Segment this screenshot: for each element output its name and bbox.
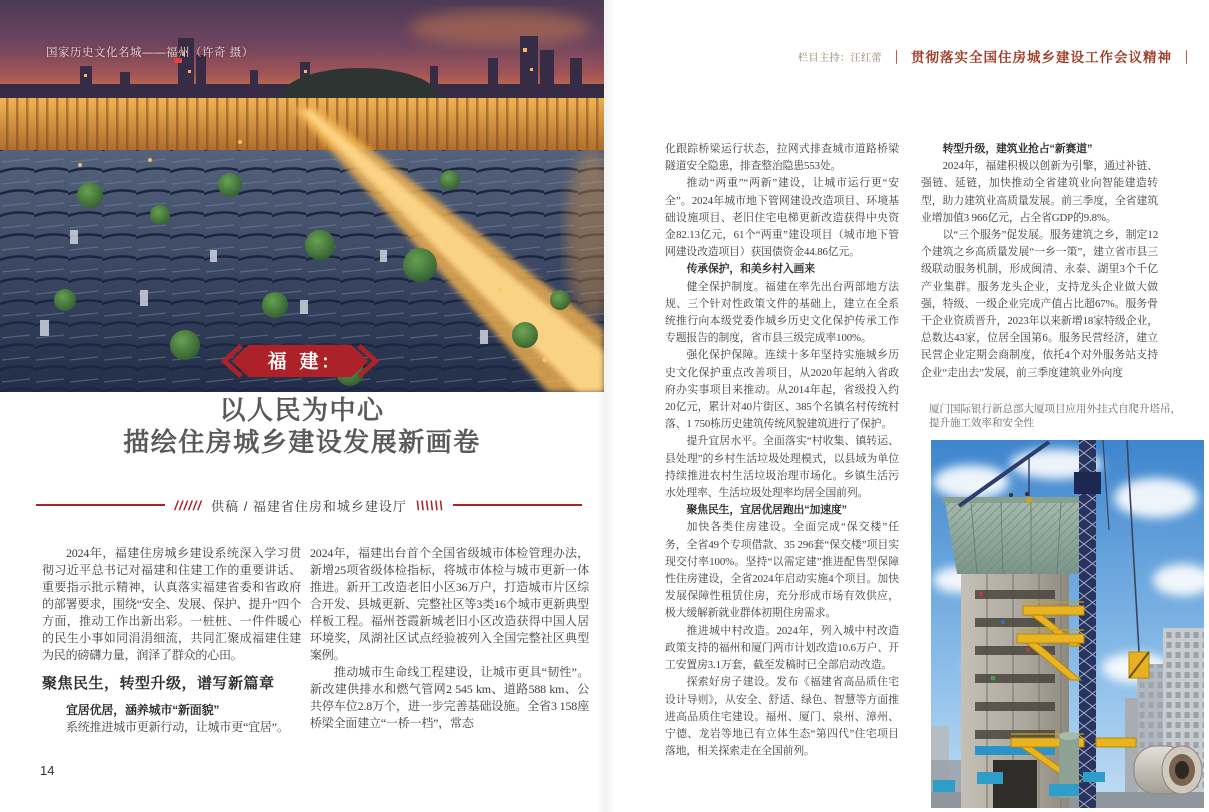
construction-photo bbox=[931, 440, 1204, 808]
title-line-1: 以人民为中心 bbox=[219, 395, 385, 425]
hero-photo-fuzhou-dusk bbox=[0, 0, 604, 392]
byline-slashes-left-icon: ////// bbox=[174, 497, 203, 513]
sub-heading: 聚焦民生，宜居优居跑出“加速度” bbox=[686, 504, 847, 517]
body-paragraph: 系统推进城市更新行动，让城市更“宜居”。 bbox=[66, 720, 289, 734]
body-paragraph: 提升宜居水平。全面落实“村收集、镇转运、县处理”的乡村生活垃圾处理模式，以县域为单位持续推进农村生活垃圾治理市场化。乡镇生活污水处理率、生活垃圾处理率均居全国前列。 bbox=[665, 435, 899, 500]
byline-rule-right bbox=[453, 504, 582, 505]
right-page-column-2 bbox=[921, 141, 1158, 382]
body-paragraph: 以“三个服务”促发展。服务建筑之乡，制定12个建筑之乡高质量发展“一乡一策”，建立省市县三级联动服务机制，形成闽清、永泰、湖里3个千亿产业集群。服务龙头企业，支持龙头企业做大做强，特级、一级企业完成产值占比超67%。服务骨干企业资质晋升，2023年以来新增18家特级企业，总数达43家，位居全国第6。服务民营经济，建立民营企业定期会商制度，依托4个对外服务站支持企业“走出去”发展，前三季度建筑业外向度 bbox=[921, 229, 1158, 379]
column-topic: 贯彻落实全国住房城乡建设工作会议精神 bbox=[910, 50, 1172, 65]
body-paragraph-continuation: 化跟踪桥梁运行状态，拉网式排查城市道路桥梁隧道安全隐患，排查整治隐患553处。 bbox=[665, 143, 899, 173]
body-paragraph-continuation: 2024年，福建出台首个全国省级城市体检管理办法，新增25项省级体检指标，将城市体检与城市更新一体推进。新开工改造老旧小区36万户，打造城市片区综合开发、县城更新、完整社区等3类16个城市更新典型样板工程。福州苍霞新城老旧小区改造获得中国人居环境奖，凤湖社区试点经验被列入全国完整社区典型案例。 bbox=[310, 546, 589, 662]
body-paragraph: 加快各类住房建设。全面完成“保交楼”任务，全省49个专项借款、35 296套“保交楼”项目实现交付率100%。坚持“以需定建”推进配售型保障性住房建设，全省2024年启动实施4个项目。加快发展保障性租赁住房，充分形成市场有效供应，极大缓解新就业群体初期住房需求。 bbox=[665, 521, 899, 620]
column-header bbox=[798, 46, 1193, 66]
byline-rule-left bbox=[36, 504, 165, 505]
body-paragraph: 推进城中村改造。2024年，列入城中村改造政策支持的福州和厦门两市计划改造10.6万户、开工安置房3.1万套，截至发稿时已全部启动改造。 bbox=[665, 624, 899, 672]
byline-row bbox=[36, 496, 582, 514]
body-paragraph: 探索好房子建设。发布《福建省高品质住宅设计导则》，从安全、舒适、绿色、智慧等方面推进高品质住宅建设。福州、厦门、泉州、漳州、宁德、龙岩等地已有立体生态“第四代”住宅项目落地，相关探索走在全国前列。 bbox=[665, 676, 899, 758]
left-page-column-1 bbox=[42, 545, 301, 736]
body-paragraph: 强化保护保障。连续十多年坚持实施城乡历史文化保护重点改善项目，从2020年起纳入省政府办实事项目来推动。从2014年起，省级投入约20亿元，累计对40片街区、385个名镇名村传统村落、1 750栋历史建筑传统风貌建筑进行了保护。 bbox=[665, 349, 899, 431]
sub-heading: 宜居优居，涵养城市“新面貌” bbox=[66, 703, 220, 717]
title-line-2: 描绘住房城乡建设发展新画卷 bbox=[123, 427, 481, 457]
province-badge bbox=[212, 342, 388, 380]
body-paragraph: 2024年，福建住房城乡建设系统深入学习贯彻习近平总书记对福建和住建工作的重要讲话、重要指示批示精神，认真落实福建省委和省政府的部署要求，围绕“安全、发展、保护、提升”四个方面，推动工作出新出彩。一桩桩、一件件暖心的民生小事如同涓涓细流，共同汇聚成福建住建为民的磅礴力量，润泽了群众的心田。 bbox=[42, 546, 301, 662]
header-bar-right: ｜ bbox=[1179, 49, 1193, 65]
column-host-label: 栏目主持：汪红蕾 bbox=[797, 52, 882, 64]
page-number: 14 bbox=[40, 763, 55, 778]
sub-heading: 转型升级，建筑业抢占“新赛道” bbox=[942, 143, 1093, 155]
photo-caption-line-1: 厦门国际银行新总部大厦项目应用外挂式自爬升塔吊， bbox=[929, 403, 1181, 415]
sub-heading: 传承保护，和美乡村入画来 bbox=[686, 263, 815, 276]
badge-label: 福 建: bbox=[267, 351, 333, 373]
body-paragraph: 健全保护制度。福建在率先出台两部地方法规、三个针对性政策文件的基础上，建立在全系统推行向本级党委作城乡历史文化保护传承工作专题报告的制度，省市县三级完成率100%。 bbox=[665, 280, 899, 345]
section-heading: 聚焦民生，转型升级，谱写新篇章 bbox=[42, 675, 275, 692]
header-bar-left: ｜ bbox=[889, 49, 903, 65]
byline-slashes-right-icon: \\\\\\ bbox=[415, 497, 444, 513]
photo-caption-line-2: 提升施工效率和安全性 bbox=[929, 417, 1034, 429]
article-title bbox=[22, 394, 582, 458]
construction-photo-illustration bbox=[931, 440, 1204, 808]
body-paragraph: 2024年，福建积极以创新为引擎，通过补链、强链、延链，加快推动全省建筑业向智能建造转型，助力建筑业高质量发展。前三季度，全省建筑业增加值3 966亿元，占全省GDP的9.8%。 bbox=[921, 160, 1158, 224]
photo-credit: 国家历史文化名城——福州（许奇 摄） bbox=[46, 47, 254, 59]
photo-caption bbox=[929, 402, 1191, 430]
left-page-column-2 bbox=[310, 545, 589, 732]
byline-text: 供稿 / 福建省住房和城乡建设厅 bbox=[211, 498, 407, 514]
page-gutter bbox=[597, 0, 615, 812]
body-paragraph: 推动城市生命线工程建设，让城市更具“韧性”。新改建供排水和燃气管网2 545 km、道路588 km、公共停车位2.8万个，进一步完善基础设施。全省3 158座桥梁全面建立“一桥一档”，常态 bbox=[310, 665, 589, 730]
right-page-column-1 bbox=[665, 141, 899, 760]
body-paragraph: 推动“两重”“两新”建设，让城市运行更“安全”。2024年城市地下管网建设改造项目、环境基础设施项目、老旧住宅电梯更新改造获得中央资金82.13亿元，61个“两重”建设项目（城市地下管网建设改造项目）获国债资金44.86亿元。 bbox=[665, 177, 899, 259]
